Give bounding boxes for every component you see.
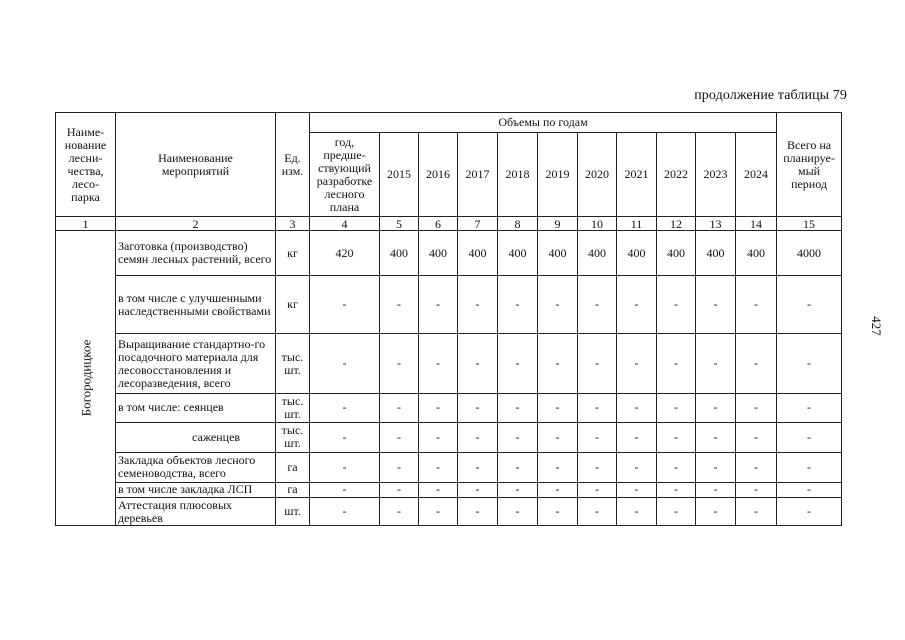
- year-value-2015: -: [380, 276, 419, 334]
- header-year-2022: 2022: [657, 133, 696, 217]
- header-year-2023: 2023: [696, 133, 736, 217]
- table-row: [56, 393, 842, 422]
- header-year-2015: 2015: [380, 133, 419, 217]
- header-prev-year-text: год, предше- ствующий разработке лесного плана: [316, 134, 373, 214]
- header-total-text: Всего на планируе- мый период: [783, 137, 835, 191]
- year-value-2015: -: [380, 498, 419, 526]
- year-value-2016: -: [419, 276, 458, 334]
- column-number: 12: [657, 217, 696, 231]
- total-value: -: [777, 276, 842, 334]
- unit: га: [276, 452, 310, 482]
- header-forestry: [56, 113, 116, 217]
- year-value-2020: -: [578, 393, 617, 422]
- year-value-2016: -: [419, 482, 458, 497]
- year-value-2021: 400: [617, 231, 657, 276]
- year-value-2024: -: [736, 452, 777, 482]
- activity-name: Заготовка (производство) семян лесных растений, всего: [116, 231, 276, 276]
- year-value-2016: 400: [419, 231, 458, 276]
- year-value-2016: -: [419, 452, 458, 482]
- column-number: 4: [310, 217, 380, 231]
- prev-year-value: -: [310, 276, 380, 334]
- year-value-2021: -: [617, 276, 657, 334]
- year-value-2016: -: [419, 498, 458, 526]
- year-value-2023: -: [696, 393, 736, 422]
- year-value-2018: -: [498, 334, 538, 394]
- year-value-2016: -: [419, 393, 458, 422]
- total-value: -: [777, 334, 842, 394]
- year-value-2019: -: [538, 482, 578, 497]
- year-value-2023: -: [696, 276, 736, 334]
- header-activity: [116, 113, 276, 217]
- header-year-2024: 2024: [736, 133, 777, 217]
- year-value-2020: -: [578, 276, 617, 334]
- year-value-2015: -: [380, 393, 419, 422]
- year-value-2020: -: [578, 498, 617, 526]
- year-value-2017: -: [458, 276, 498, 334]
- year-value-2019: -: [538, 498, 578, 526]
- year-value-2020: 400: [578, 231, 617, 276]
- unit: тыс. шт.: [276, 422, 310, 452]
- forest-plan-table: [55, 112, 842, 526]
- year-value-2021: -: [617, 452, 657, 482]
- header-volumes-text: Объемы по годам: [498, 115, 588, 129]
- year-value-2018: -: [498, 482, 538, 497]
- year-value-2022: 400: [657, 231, 696, 276]
- year-value-2019: -: [538, 393, 578, 422]
- year-value-2023: 400: [696, 231, 736, 276]
- year-value-2023: -: [696, 422, 736, 452]
- unit: кг: [276, 231, 310, 276]
- year-value-2017: -: [458, 393, 498, 422]
- header-unit-text: Ед. изм.: [281, 150, 304, 178]
- table-row: [56, 452, 842, 482]
- year-value-2019: 400: [538, 231, 578, 276]
- page-number: 427: [868, 316, 884, 336]
- year-value-2019: -: [538, 422, 578, 452]
- year-value-2022: -: [657, 393, 696, 422]
- prev-year-value: 420: [310, 231, 380, 276]
- year-value-2015: -: [380, 452, 419, 482]
- year-value-2019: -: [538, 452, 578, 482]
- activity-name: саженцев: [116, 422, 276, 452]
- header-forestry-text: Наиме- нование лесни- чества, лесо- парка: [64, 124, 107, 204]
- activity-name: в том числе: сеянцев: [116, 393, 276, 422]
- header-year-2020: 2020: [578, 133, 617, 217]
- year-value-2017: -: [458, 482, 498, 497]
- prev-year-value: -: [310, 498, 380, 526]
- year-value-2017: -: [458, 498, 498, 526]
- header-year-2018: 2018: [498, 133, 538, 217]
- column-number: 11: [617, 217, 657, 231]
- column-number: 10: [578, 217, 617, 231]
- year-value-2018: -: [498, 422, 538, 452]
- year-value-2019: -: [538, 334, 578, 394]
- activity-name: Закладка объектов лесного семеноводства, всего: [116, 452, 276, 482]
- year-value-2018: -: [498, 276, 538, 334]
- header-unit: [276, 113, 310, 217]
- header-year-2019: 2019: [538, 133, 578, 217]
- year-value-2021: -: [617, 393, 657, 422]
- year-value-2020: -: [578, 452, 617, 482]
- year-value-2024: -: [736, 482, 777, 497]
- column-number: 5: [380, 217, 419, 231]
- year-value-2017: 400: [458, 231, 498, 276]
- year-value-2020: -: [578, 334, 617, 394]
- total-value: -: [777, 498, 842, 526]
- year-value-2024: 400: [736, 231, 777, 276]
- year-value-2017: -: [458, 334, 498, 394]
- column-number: 3: [276, 217, 310, 231]
- year-value-2018: -: [498, 393, 538, 422]
- total-value: -: [777, 452, 842, 482]
- year-value-2023: -: [696, 334, 736, 394]
- column-number: 7: [458, 217, 498, 231]
- prev-year-value: -: [310, 422, 380, 452]
- table-row: [56, 422, 842, 452]
- column-number: 13: [696, 217, 736, 231]
- header-prev-year: [310, 133, 380, 217]
- year-value-2021: -: [617, 422, 657, 452]
- table-row: [56, 334, 842, 394]
- header-year-2016: 2016: [419, 133, 458, 217]
- year-value-2024: -: [736, 498, 777, 526]
- total-value: -: [777, 482, 842, 497]
- year-value-2022: -: [657, 498, 696, 526]
- year-value-2016: -: [419, 334, 458, 394]
- table-row: [56, 231, 842, 276]
- year-value-2022: -: [657, 334, 696, 394]
- year-value-2018: -: [498, 498, 538, 526]
- year-value-2022: -: [657, 422, 696, 452]
- year-value-2015: 400: [380, 231, 419, 276]
- year-value-2024: -: [736, 334, 777, 394]
- forestry-name: Богородицкое: [78, 339, 93, 417]
- year-value-2024: -: [736, 276, 777, 334]
- total-value: -: [777, 422, 842, 452]
- year-value-2020: -: [578, 422, 617, 452]
- table-caption: продолжение таблицы 79: [694, 88, 847, 103]
- activity-name: Аттестация плюсовых деревьев: [116, 498, 276, 526]
- column-number: 6: [419, 217, 458, 231]
- year-value-2021: -: [617, 334, 657, 394]
- column-number: 2: [116, 217, 276, 231]
- column-number: 9: [538, 217, 578, 231]
- year-value-2023: -: [696, 482, 736, 497]
- year-value-2024: -: [736, 393, 777, 422]
- header-total: [777, 113, 842, 217]
- prev-year-value: -: [310, 334, 380, 394]
- year-value-2023: -: [696, 452, 736, 482]
- year-value-2016: -: [419, 422, 458, 452]
- column-number: 8: [498, 217, 538, 231]
- activity-name: в том числе закладка ЛСП: [116, 482, 276, 497]
- column-number: 1: [56, 217, 116, 231]
- unit: кг: [276, 276, 310, 334]
- table-row: [56, 498, 842, 526]
- forestry-name-cell: [56, 231, 116, 526]
- table-row: [56, 276, 842, 334]
- activity-name: Выращивание стандартно-го посадочного материала для лесовосстановления и лесоразведения, всего: [116, 334, 276, 394]
- header-volumes: [310, 113, 777, 133]
- year-value-2022: -: [657, 482, 696, 497]
- header-activity-text: Наименование мероприятий: [158, 150, 233, 178]
- year-value-2021: -: [617, 482, 657, 497]
- year-value-2020: -: [578, 482, 617, 497]
- column-number: 14: [736, 217, 777, 231]
- year-value-2019: -: [538, 276, 578, 334]
- year-value-2018: -: [498, 452, 538, 482]
- year-value-2018: 400: [498, 231, 538, 276]
- header-year-2021: 2021: [617, 133, 657, 217]
- column-number-row: [56, 217, 842, 231]
- header-year-2017: 2017: [458, 133, 498, 217]
- year-value-2017: -: [458, 422, 498, 452]
- year-value-2021: -: [617, 498, 657, 526]
- prev-year-value: -: [310, 393, 380, 422]
- year-value-2015: -: [380, 334, 419, 394]
- year-value-2015: -: [380, 422, 419, 452]
- table-row: [56, 482, 842, 497]
- total-value: 4000: [777, 231, 842, 276]
- unit: тыс. шт.: [276, 393, 310, 422]
- activity-name: в том числе с улучшенными наследственными свойствами: [116, 276, 276, 334]
- year-value-2017: -: [458, 452, 498, 482]
- year-value-2023: -: [696, 498, 736, 526]
- unit: тыс. шт.: [276, 334, 310, 394]
- unit: га: [276, 482, 310, 497]
- unit: шт.: [276, 498, 310, 526]
- year-value-2022: -: [657, 276, 696, 334]
- total-value: -: [777, 393, 842, 422]
- year-value-2022: -: [657, 452, 696, 482]
- column-number: 15: [777, 217, 842, 231]
- year-value-2024: -: [736, 422, 777, 452]
- prev-year-value: -: [310, 452, 380, 482]
- year-value-2015: -: [380, 482, 419, 497]
- prev-year-value: -: [310, 482, 380, 497]
